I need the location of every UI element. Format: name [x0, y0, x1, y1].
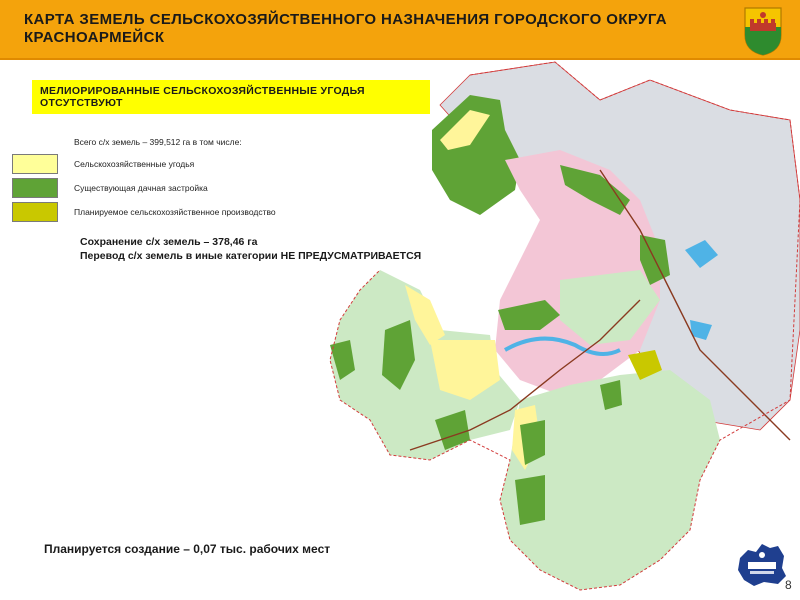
legend-item-agricultural-land	[12, 154, 372, 174]
page-number: 8	[785, 578, 792, 592]
legend-label: Сельскохозяйственные угодья	[74, 159, 195, 169]
nipi-region-logo-icon	[734, 538, 790, 588]
legend-swatch-planned-production	[12, 202, 58, 222]
map-legend	[12, 130, 372, 230]
summary	[80, 235, 421, 263]
title-bar	[0, 0, 800, 60]
notice-box	[32, 80, 430, 114]
summary-conversion: Перевод с/х земель в иные категории НЕ ПРЕДУСМАТРИВАЕТСЯ	[80, 250, 422, 262]
legend-swatch-dacha-development	[12, 178, 58, 198]
notice-text: МЕЛИОРИРОВАННЫЕ СЕЛЬСКОХОЗЯЙСТВЕННЫЕ УГОДЬЯ ОТСУТСТВУЮТ	[40, 85, 365, 109]
coat-of-arms-icon	[742, 5, 784, 57]
legend-total: Всего с/х земель – 399,512 га в том числе:	[74, 137, 242, 147]
legend-swatch-agricultural-land	[12, 154, 58, 174]
page-title: КАРТА ЗЕМЕЛЬ СЕЛЬСКОХОЗЯЙСТВЕННОГО НАЗНАЧЕНИЯ ГОРОДСКОГО ОКРУГА КРАСНОАРМЕЙСК	[24, 11, 668, 46]
legend-label: Планируемое сельскохозяйственное производство	[74, 207, 276, 217]
jobs-text: Планируется создание – 0,07 тыс. рабочих мест	[44, 542, 331, 556]
map-south-dacha-2	[515, 475, 545, 525]
legend-item-planned-production	[12, 202, 372, 222]
legend-item-dacha-development	[12, 178, 372, 198]
summary-preservation: Сохранение с/х земель – 378,46 га	[80, 236, 258, 248]
legend-label: Существующая дачная застройка	[74, 183, 208, 193]
